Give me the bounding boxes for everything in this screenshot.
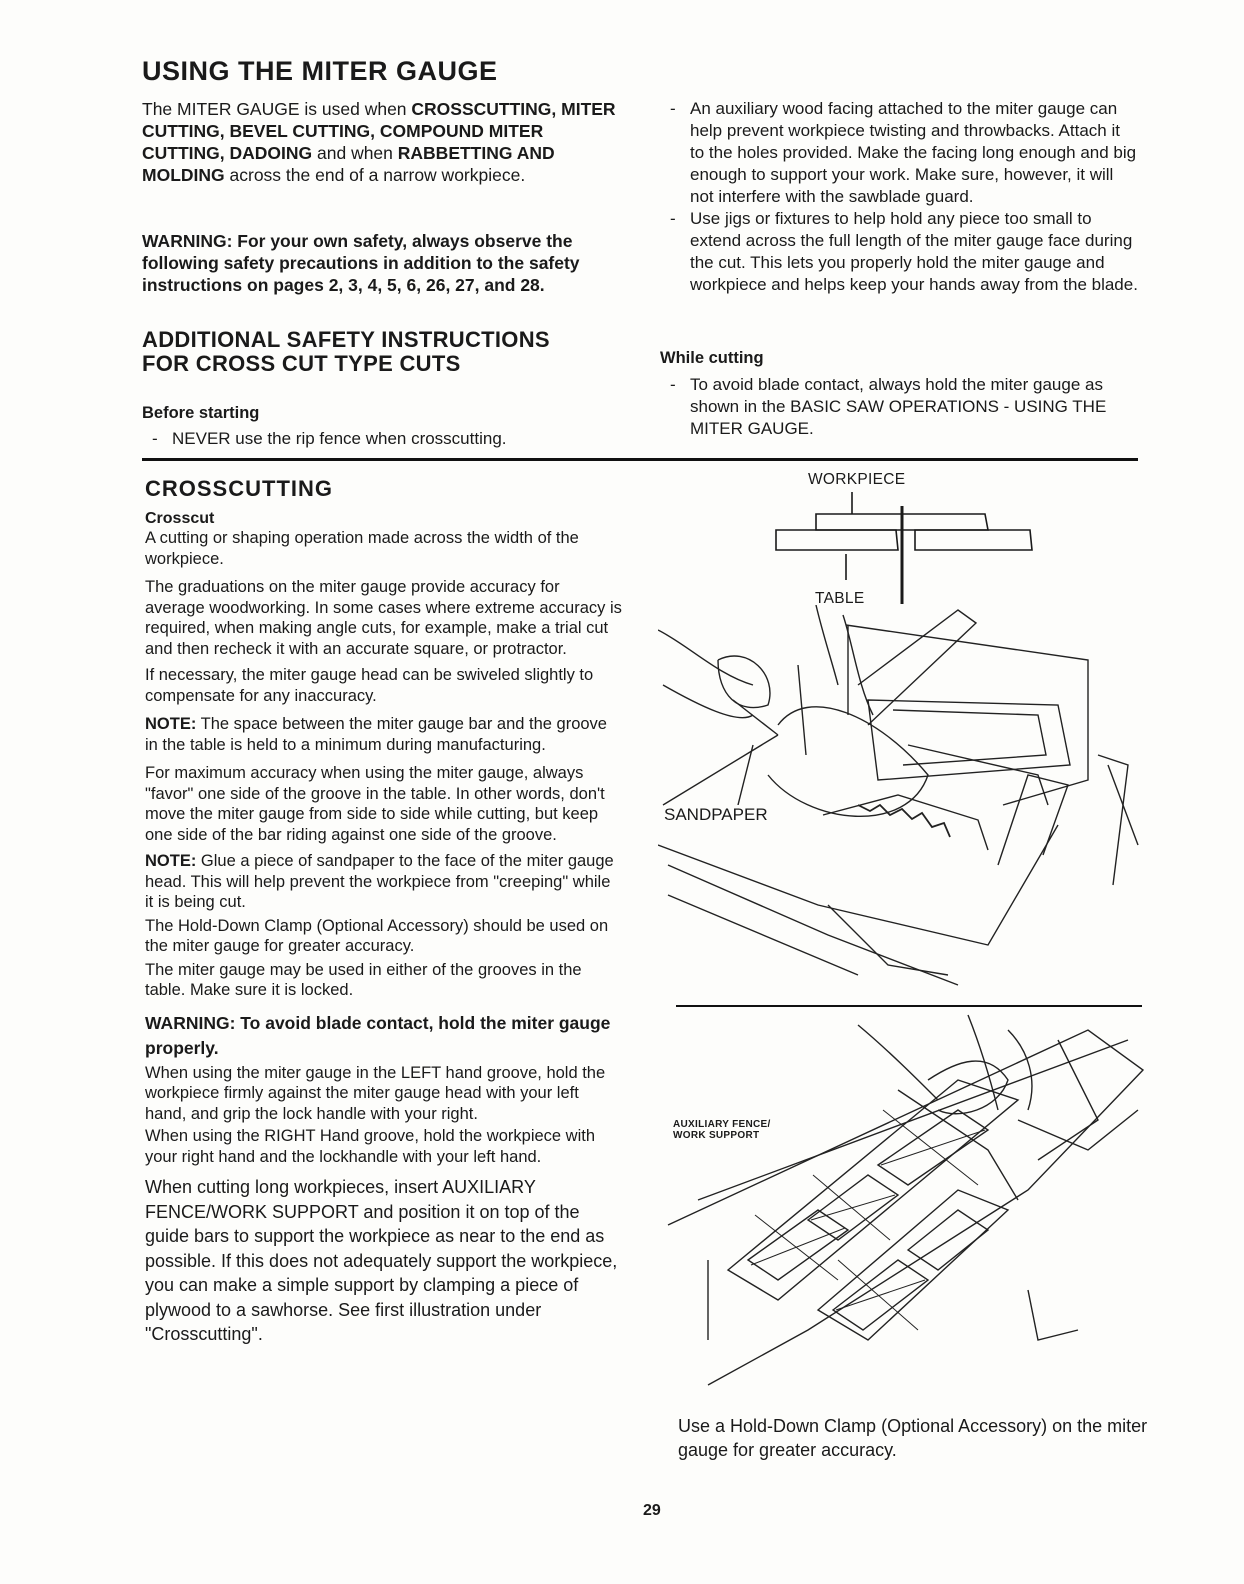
safety-warning: WARNING: For your own safety, always observe the following safety precautions in addition to the safety instructions on pages 2, 3, 4, 5, 6, 26, 27, and 28.: [142, 231, 580, 295]
crosscut-term: Crosscut: [145, 510, 215, 527]
hold-down-paragraph: The Hold-Down Clamp (Optional Accessory) should be used on the miter gauge for greater accuracy.: [145, 916, 609, 955]
left-groove-paragraph: When using the miter gauge in the LEFT hand groove, hold the workpiece firmly against the miter gauge head with your left hand, and grip the lock handle with your right.: [145, 1063, 606, 1123]
intro-paragraph: The MITER GAUGE is used when CROSSCUTTING, MITER CUTTING, BEVEL CUTTING, COMPOUND MITER CUTTING, DADOING and when RABBETTING AND MOLDING across the end of a narrow workpiece.: [142, 99, 616, 185]
crosscut-definition: A cutting or shaping operation made across the width of the workpiece.: [145, 529, 579, 568]
crosscutting-heading: CROSSCUTTING: [145, 476, 333, 501]
note-groove: NOTE: The space between the miter gauge bar and the groove in the table is held to a minimum during manufacturing.: [145, 715, 607, 754]
right-groove-paragraph: When using the RIGHT Hand groove, hold the workpiece with your right hand and the lockhandle with your left hand.: [145, 1127, 596, 1166]
page-number: 29: [643, 1502, 661, 1519]
sandpaper-label: SANDPAPER: [664, 805, 771, 825]
hold-down-caption: Use a Hold-Down Clamp (Optional Accessory) on the miter gauge for greater accuracy.: [678, 1416, 1148, 1460]
auxiliary-fence-label: AUXILIARY FENCE/ WORK SUPPORT: [673, 1119, 771, 1141]
list-item: - Use jigs or fixtures to help hold any piece too small to extend across the full length of the miter gauge face during the cut. This lets you properly hold the miter gauge and workpiece and helps keep your hands away from the blade.: [660, 208, 1138, 296]
section-divider: [142, 458, 1138, 461]
long-workpiece-paragraph: When cutting long workpieces, insert AUXILIARY FENCE/WORK SUPPORT and position it on top of the guide bars to support the workpiece as near to the end as possible. If this does not adequately support the workpiece, you can make a simple support by clamping a piece of plywood to a sawhorse. See first illustration under "Crosscutting".: [145, 1177, 618, 1344]
table-label: TABLE: [815, 590, 865, 607]
workpiece-table-diagram: [760, 492, 1050, 612]
miter-gauge-sandpaper-illustration: [658, 605, 1148, 997]
crosscutting-column: [145, 510, 623, 1347]
right-top-list: [660, 98, 1138, 296]
before-starting-heading: Before starting: [142, 404, 260, 422]
page-title: USING THE MITER GAUGE: [142, 56, 498, 86]
while-cutting-heading: While cutting: [660, 349, 764, 367]
blade-contact-warning: WARNING: To avoid blade contact, hold the miter gauge properly.: [145, 1012, 611, 1058]
list-item: - To avoid blade contact, always hold the miter gauge as shown in the BASIC SAW OPERATIONS - USING THE MITER GAUGE.: [660, 374, 1138, 440]
while-cutting-list: [660, 374, 1138, 440]
auxiliary-fence-illustration: [658, 1010, 1148, 1410]
graduations-paragraph: The graduations on the miter gauge provide accuracy for average woodworking. In some cases where extreme accuracy is required, when making angle cuts, for example, make a trial cut and then recheck it with an accurate square, or protractor.: [145, 578, 622, 658]
favor-paragraph: For maximum accuracy when using the miter gauge, always "favor" one side of the groove in the table. In other words, don't move the miter gauge from side to side while cutting, but keep one side of the bar riding against one side of the groove.: [145, 764, 605, 844]
list-item: - An auxiliary wood facing attached to the miter gauge can help prevent workpiece twisting and throwbacks. Attach it to the holes provided. Make the facing long enough and big enough to support your work. Make sure, however, it will not interfere with the sawblade guard.: [660, 98, 1138, 208]
grooves-paragraph: The miter gauge may be used in either of the grooves in the table. Make sure it is locked.: [145, 960, 582, 999]
additional-safety-heading: ADDITIONAL SAFETY INSTRUCTIONS FOR CROSS CUT TYPE CUTS: [142, 327, 550, 376]
note-sandpaper: NOTE: Glue a piece of sandpaper to the face of the miter gauge head. This will help prevent the workpiece from "creeping" while it is being cut.: [145, 852, 614, 911]
figure-divider: [676, 1005, 1142, 1007]
before-starting-list: [142, 428, 624, 450]
workpiece-label: WORKPIECE: [808, 471, 906, 488]
swivel-paragraph: If necessary, the miter gauge head can be swiveled slightly to compensate for any inaccuracy.: [145, 666, 594, 705]
list-item: - NEVER use the rip fence when crosscutting.: [142, 428, 624, 450]
